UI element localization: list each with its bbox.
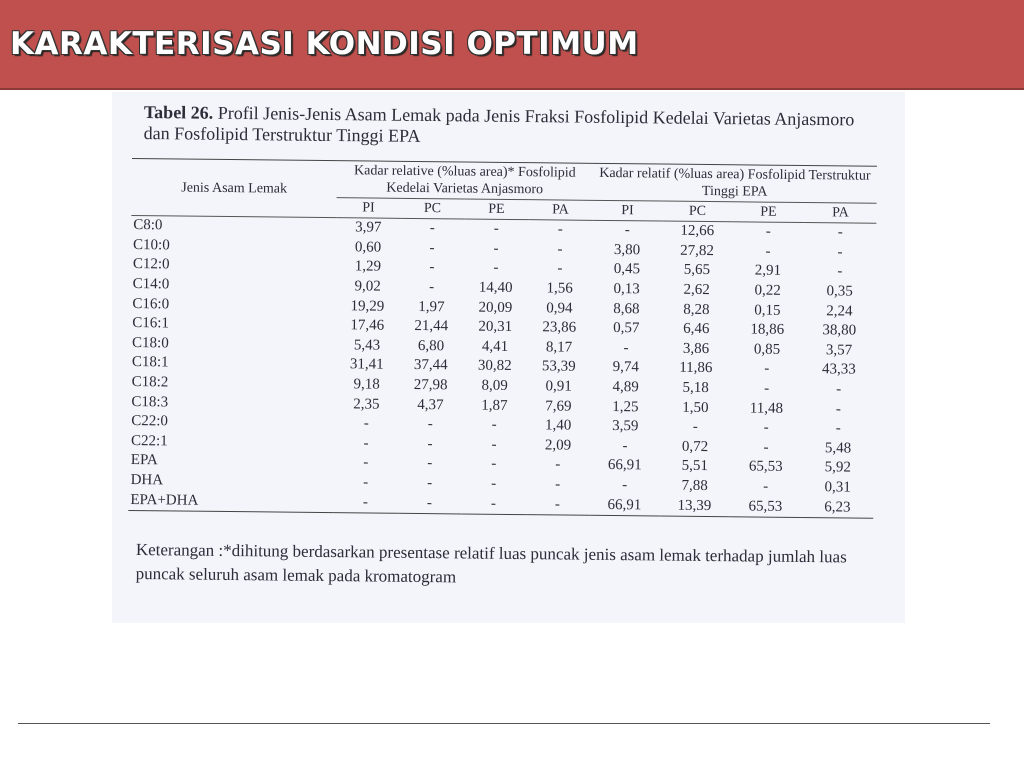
subcolumn-header: PE	[732, 202, 804, 223]
subcolumn-header: PE	[464, 199, 528, 220]
fatty-acid-name: C18:1	[131, 354, 169, 371]
table-cell: 3,97	[355, 219, 382, 236]
table-cell: 31,41	[349, 356, 384, 374]
table-cell: -	[837, 263, 843, 280]
table-cell: 2,09	[544, 437, 572, 454]
table-cell: 1,87	[481, 397, 508, 414]
table-cell: -	[525, 494, 589, 515]
table-cell: -	[555, 456, 561, 473]
subcolumn-header: PI	[592, 200, 662, 221]
table-cell: 27,98	[413, 377, 448, 394]
table-cell: -	[836, 381, 842, 398]
table-cell: 1,29	[354, 258, 382, 276]
table-cell: 14,40	[478, 279, 513, 297]
table-cell: 0,35	[826, 283, 853, 300]
table-cell: 11,86	[679, 360, 713, 377]
table-cell: 7,69	[545, 397, 572, 415]
table-cell: -	[429, 220, 435, 237]
table-cell: -	[429, 240, 435, 257]
table-cell: -	[493, 240, 499, 257]
table-cell: 20,09	[478, 299, 513, 316]
table-cell: 3,59	[612, 418, 639, 435]
table-cell: 0,94	[546, 300, 573, 317]
table-cell: 43,33	[821, 361, 856, 379]
fatty-acid-name: C16:0	[132, 295, 170, 313]
table-cell: 0,15	[754, 302, 781, 319]
table-cell: -	[427, 435, 433, 452]
table-cell: 5,18	[682, 379, 709, 397]
table-cell: 21,44	[414, 318, 449, 335]
table-cell: 17,46	[350, 317, 385, 334]
fatty-acid-name: C22:1	[130, 432, 168, 450]
table-cell: 27,82	[680, 242, 715, 259]
table-cell: 8,09	[481, 377, 508, 394]
subcolumn-header: PA	[528, 200, 592, 221]
table-cell: 23,86	[542, 319, 577, 336]
table-cell: 3,86	[682, 340, 710, 357]
table-cell: -	[427, 455, 433, 472]
table-caption	[144, 102, 864, 152]
table-cell: -	[835, 420, 841, 437]
table-cell: 18,86	[750, 321, 785, 339]
table-cell: -	[837, 224, 843, 241]
table-cell: -	[692, 419, 698, 436]
fatty-acid-name: EPA	[130, 452, 158, 469]
table-cell: 37,44	[413, 357, 448, 374]
table-cell: 5,65	[683, 262, 711, 279]
table-cell: -	[557, 260, 563, 277]
table-cell: 0,91	[545, 378, 572, 395]
subcolumn-header: PA	[804, 203, 876, 224]
table-cell: -	[557, 221, 563, 238]
table-cell: 5,48	[824, 440, 852, 457]
table-cell: 3,57	[825, 342, 853, 359]
table-cell: 2,91	[754, 263, 782, 280]
row-header: Jenis Asam Lemak	[131, 158, 337, 217]
fatty-acid-name: DHA	[130, 472, 164, 489]
table-cell: -	[555, 476, 561, 493]
table-cell: 0,22	[754, 282, 781, 299]
table-cell: -	[622, 437, 628, 455]
fatty-acid-name: C12:0	[132, 256, 170, 273]
table-cell: -	[333, 492, 397, 513]
table-cell: 1,25	[612, 398, 639, 415]
group2-header: Kadar relatif (%luas area) Fosfolipid Terstruktur Tinggi EPA	[593, 163, 877, 203]
table-cell: 3,80	[613, 241, 641, 259]
table-cell: -	[557, 241, 563, 258]
fatty-acid-name: C16:1	[132, 315, 170, 332]
table-cell: 19,29	[350, 297, 385, 315]
table-cell: 1,40	[545, 417, 572, 434]
table-cell: 11,48	[749, 400, 784, 417]
table-cell: 0,13	[613, 281, 640, 298]
table-cell: 0,57	[613, 320, 640, 337]
table-cell: 9,74	[612, 359, 640, 376]
table-cell: 6,46	[683, 321, 710, 338]
table-cell: -	[493, 260, 499, 277]
fatty-acid-table	[128, 158, 877, 519]
subcolumn-header: PC	[662, 201, 732, 222]
table-cell: 8,17	[545, 339, 573, 356]
table-cell: -	[763, 439, 769, 456]
table-cell: -	[837, 244, 843, 261]
table-cell: 4,37	[417, 396, 444, 413]
fatty-acid-name: C18:3	[131, 393, 169, 411]
table-cell: 9,18	[353, 376, 380, 393]
fatty-acid-name: C22:0	[131, 413, 169, 430]
table-cell: -	[763, 419, 769, 436]
title-banner	[0, 0, 1024, 90]
table-cell: -	[765, 243, 771, 260]
table-cell: 1,50	[682, 399, 709, 416]
table-cell: -	[491, 456, 497, 473]
table-cell: -	[491, 417, 497, 434]
table-cell: -	[363, 474, 369, 491]
table-cell: -	[427, 416, 433, 433]
table-cell: -	[835, 401, 842, 418]
table-cell: -	[461, 494, 525, 515]
caption-number: Tabel 26.	[143, 102, 214, 123]
table-cell: 53,39	[541, 358, 576, 376]
table-cell: -	[491, 475, 497, 492]
fatty-acid-name: C18:0	[131, 334, 169, 352]
table-cell: 13,39	[659, 496, 729, 517]
fatty-acid-name: C18:2	[131, 374, 169, 391]
table-cell: -	[622, 477, 628, 494]
table-cell: 4,89	[612, 379, 639, 396]
table-cell: 20,31	[478, 318, 513, 336]
table-cell: 4,41	[481, 338, 509, 355]
table-cell: -	[493, 221, 499, 238]
table-note: Keterangan :*dihitung berdasarkan presentase relatif luas puncak jenis asam lemak terhadap jumlah luas puncak seluruh asam lemak pada kromatogram	[135, 539, 847, 587]
table-cell: 9,02	[354, 278, 381, 295]
table-cell: 7,88	[681, 477, 708, 495]
table-cell: 6,23	[801, 497, 873, 518]
table-cell: -	[624, 222, 630, 239]
table-cell: 2,62	[683, 281, 710, 299]
table-cell: 0,60	[354, 239, 382, 256]
scanned-table-image	[112, 92, 905, 623]
table-cell: 1,56	[546, 280, 573, 297]
table-cell: -	[427, 475, 433, 492]
table-cell: 2,24	[826, 302, 853, 320]
table-cell: 5,92	[824, 459, 852, 476]
caption-text: Profil Jenis-Jenis Asam Lemak pada Jenis Fraksi Fosfolipid Kedelai Varietas Anjasmoro dan Fosfolipid Terstruktur Tinggi EPA	[143, 102, 855, 146]
table-cell: -	[363, 435, 369, 452]
table-cell: 6,80	[417, 337, 445, 355]
table-cell: -	[763, 478, 769, 495]
table-cell: 30,82	[477, 358, 512, 375]
table-cell: 1,97	[418, 298, 445, 315]
group1-header: Kadar relative (%luas area)* Fosfolipid Kedelai Varietas Anjasmoro	[337, 161, 593, 201]
table-cell: 8,28	[683, 301, 710, 318]
table-cell: -	[764, 380, 770, 397]
slide-title: KARAKTERISASI KONDISI OPTIMUM	[10, 26, 639, 62]
table-cell: 0,45	[613, 261, 641, 278]
fatty-acid-name: C10:0	[133, 236, 170, 254]
table-cell: 66,91	[607, 457, 642, 474]
table-cell: 5,51	[681, 458, 709, 475]
subcolumn-header: PC	[400, 198, 464, 219]
table-cell: -	[623, 340, 629, 357]
table-cell: 0,72	[681, 438, 709, 455]
table-cell: -	[765, 223, 771, 240]
table-cell: 0,85	[753, 341, 781, 358]
fatty-acid-name: EPA+DHA	[128, 490, 333, 512]
table-cell: -	[429, 259, 435, 276]
table-cell: 8,68	[613, 300, 640, 317]
table-cell: -	[491, 436, 497, 453]
fatty-acid-name: C8:0	[133, 217, 163, 234]
table-cell: 65,53	[729, 497, 801, 518]
subcolumn-header: PI	[336, 198, 400, 219]
table-cell: 65,53	[748, 458, 783, 476]
fatty-acid-name: C14:0	[132, 276, 170, 293]
table-cell: 5,43	[353, 337, 381, 354]
table-cell: 38,80	[822, 322, 857, 339]
table-cell: 2,35	[353, 395, 380, 413]
table-cell: -	[764, 361, 770, 378]
table-cell: 66,91	[589, 495, 659, 516]
table-cell: -	[429, 279, 435, 296]
table-cell: -	[363, 415, 369, 432]
table-cell: 0,31	[824, 479, 851, 496]
footer-divider	[18, 723, 990, 724]
table-cell: 12,66	[680, 223, 715, 240]
table-cell: -	[363, 454, 369, 471]
table-cell: -	[397, 493, 461, 514]
